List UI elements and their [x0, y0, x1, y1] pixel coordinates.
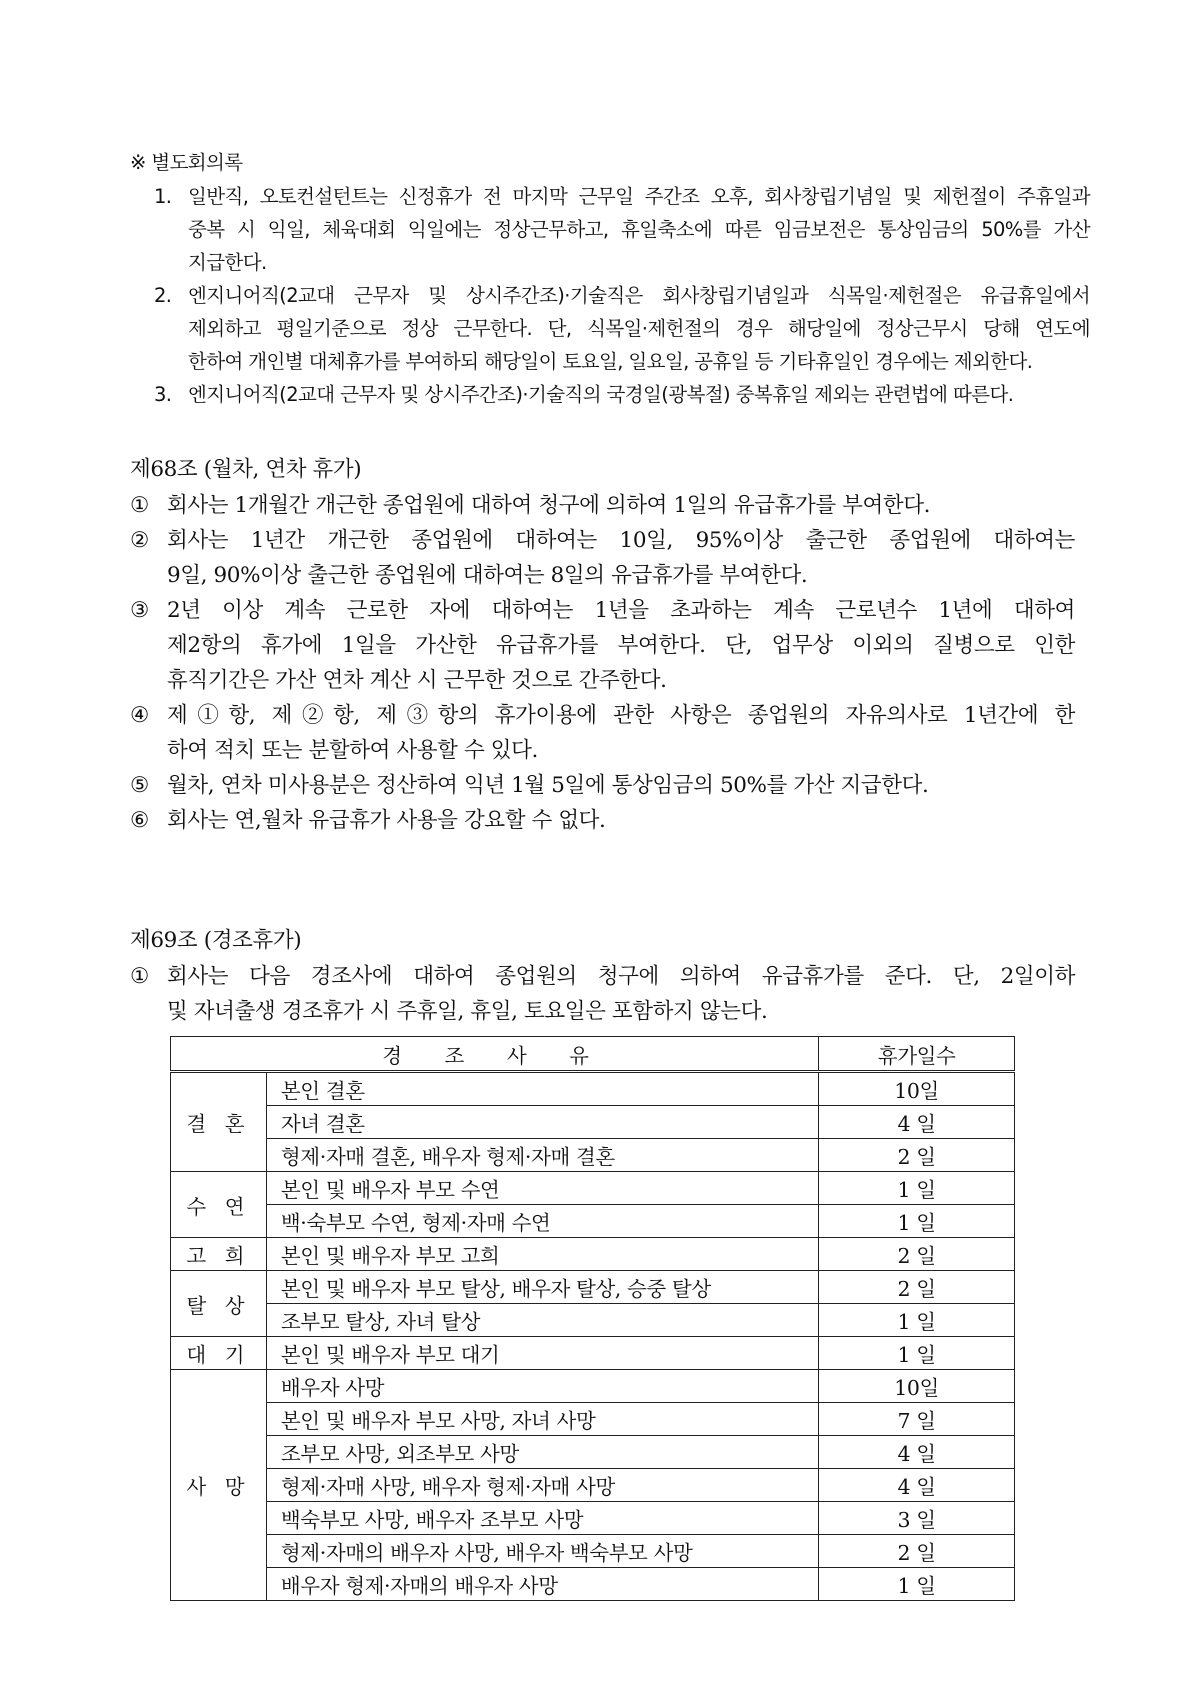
header-reason: 경 조 사 유: [171, 1037, 819, 1072]
days-cell: 1 일: [819, 1568, 1015, 1601]
clause-line: 월차, 연차 미사용분은 정산하여 익년 1월 5일에 통상임금의 50%를 가산 지급한다.: [167, 773, 929, 798]
reason-cell: 자녀 결혼: [266, 1106, 818, 1139]
table-header-row: [171, 1037, 1015, 1072]
table-row: [171, 1172, 1015, 1205]
table-row: [171, 1403, 1015, 1436]
reason-cell: 형제·자매 사망, 배우자 형제·자매 사망: [266, 1469, 818, 1502]
category-cell: 대 기: [171, 1337, 267, 1370]
days-cell: 1 일: [819, 1172, 1015, 1205]
clause-number: ③: [130, 598, 149, 623]
days-cell: 10일: [819, 1072, 1015, 1106]
table-row: [171, 1436, 1015, 1469]
separate-minutes: [130, 146, 1090, 411]
item-line: 엔지니어직(2교대 근무자 및 상시주간조)·기술직의 국경일(광복절) 중복휴일 제외는 관련법에 따른다.: [188, 383, 1014, 406]
reason-cell: 본인 및 배우자 부모 탈상, 배우자 탈상, 승중 탈상: [266, 1271, 818, 1304]
article-69: [130, 923, 1075, 1029]
days-cell: 4 일: [819, 1469, 1015, 1502]
table-row: [171, 1502, 1015, 1535]
item-line: 한하여 개인별 대체휴가를 부여하되 해당일이 토요일, 일요일, 공휴일 등 기타휴일인 경우에는 제외한다.: [188, 350, 1033, 373]
article-68: [130, 452, 1075, 838]
table-row: [171, 1205, 1015, 1238]
reason-cell: 본인 결혼: [266, 1072, 818, 1106]
table-row: [171, 1535, 1015, 1568]
clause-line: 2년 이상 계속 근로한 자에 대하여는 1년을 초과하는 계속 근로년수 1년에 대하여: [167, 598, 1075, 623]
clause: [130, 488, 1075, 523]
reason-cell: 배우자 사망: [266, 1370, 818, 1403]
table-row: [171, 1568, 1015, 1601]
item-number: 2.: [154, 284, 172, 307]
table-body: [171, 1072, 1015, 1601]
clause-number: ①: [130, 493, 149, 518]
table-row: [171, 1072, 1015, 1106]
minutes-item: [130, 180, 1090, 279]
days-cell: 1 일: [819, 1205, 1015, 1238]
clause-number: ④: [130, 703, 149, 728]
reason-cell: 형제·자매의 배우자 사망, 배우자 백숙부모 사망: [266, 1535, 818, 1568]
clause-line: 회사는 다음 경조사에 대하여 종업원의 청구에 의하여 유급휴가를 준다. 단, 2일이하: [167, 964, 1075, 989]
clause: [130, 698, 1075, 768]
article-title: 제69조 (경조휴가): [130, 928, 302, 953]
days-cell: 2 일: [819, 1238, 1015, 1271]
days-cell: 7 일: [819, 1403, 1015, 1436]
header-days: 휴가일수: [819, 1037, 1015, 1072]
category-cell: 고 희: [171, 1238, 267, 1271]
clause-number: ⑤: [130, 773, 149, 798]
days-cell: 2 일: [819, 1139, 1015, 1172]
reason-cell: 본인 및 배우자 부모 대기: [266, 1337, 818, 1370]
clause-number: ②: [130, 528, 149, 553]
days-cell: 1 일: [819, 1304, 1015, 1337]
clause-number: ①: [130, 964, 149, 989]
category-cell: 수 연: [171, 1172, 267, 1238]
days-cell: 3 일: [819, 1502, 1015, 1535]
reason-cell: 본인 및 배우자 부모 수연: [266, 1172, 818, 1205]
reason-cell: 조부모 탈상, 자녀 탈상: [266, 1304, 818, 1337]
clause-line: 회사는 1개월간 개근한 종업원에 대하여 청구에 의하여 1일의 유급휴가를 부여한다.: [167, 493, 931, 518]
clause: [130, 768, 1075, 803]
table-row: [171, 1337, 1015, 1370]
table-row: [171, 1271, 1015, 1304]
article-title: 제68조 (월차, 연차 휴가): [130, 457, 362, 482]
reason-cell: 본인 및 배우자 부모 고희: [266, 1238, 818, 1271]
days-cell: 2 일: [819, 1535, 1015, 1568]
item-line: 엔지니어직(2교대 근무자 및 상시주간조)·기술직은 회사창립기념일과 식목일·제헌절은 유급휴일에서: [188, 284, 1090, 307]
days-cell: 4 일: [819, 1106, 1015, 1139]
clause-line: 제2항의 휴가에 1일을 가산한 유급휴가를 부여한다. 단, 업무상 이외의 질병으로 인한: [167, 633, 1075, 658]
clause: [130, 593, 1075, 698]
clause: [130, 803, 1075, 838]
table-row: [171, 1304, 1015, 1337]
clause-line: 하여 적치 또는 분할하여 사용할 수 있다.: [167, 738, 538, 763]
clause: [130, 523, 1075, 593]
table-row: [171, 1370, 1015, 1403]
clause-line: 및 자녀출생 경조휴가 시 주휴일, 휴일, 토요일은 포함하지 않는다.: [167, 999, 768, 1024]
days-cell: 4 일: [819, 1436, 1015, 1469]
reason-cell: 본인 및 배우자 부모 사망, 자녀 사망: [266, 1403, 818, 1436]
clause-line: 9일, 90%이상 출근한 종업원에 대하여는 8일의 유급휴가를 부여한다.: [167, 563, 808, 588]
category-cell: 탈 상: [171, 1271, 267, 1337]
days-cell: 1 일: [819, 1337, 1015, 1370]
item-number: 3.: [154, 383, 172, 406]
table-row: [171, 1238, 1015, 1271]
reason-cell: 형제·자매 결혼, 배우자 형제·자매 결혼: [266, 1139, 818, 1172]
clause-line: 회사는 1년간 개근한 종업원에 대하여는 10일, 95%이상 출근한 종업원에 대하여는: [167, 528, 1075, 553]
reason-cell: 배우자 형제·자매의 배우자 사망: [266, 1568, 818, 1601]
clause-line: 휴직기간은 가산 연차 계산 시 근무한 것으로 간주한다.: [167, 668, 667, 693]
table-row: [171, 1469, 1015, 1502]
minutes-title: ※ 별도회의록: [130, 151, 243, 174]
item-line: 일반직, 오토컨설턴트는 신정휴가 전 마지막 근무일 주간조 오후, 회사창립기념일 및 제헌절이 주휴일과: [188, 185, 1090, 208]
clause-line: 회사는 연,월차 유급휴가 사용을 강요할 수 없다.: [167, 808, 606, 833]
reason-cell: 백·숙부모 수연, 형제·자매 수연: [266, 1205, 818, 1238]
clause: [130, 959, 1075, 1029]
reason-cell: 조부모 사망, 외조부모 사망: [266, 1436, 818, 1469]
item-number: 1.: [154, 185, 172, 208]
table-row: [171, 1139, 1015, 1172]
minutes-item: [130, 279, 1090, 378]
clause-number: ⑥: [130, 808, 149, 833]
table-row: [171, 1106, 1015, 1139]
category-cell: 사 망: [171, 1370, 267, 1601]
category-cell: 결 혼: [171, 1072, 267, 1172]
item-line: 중복 시 익일, 체육대회 익일에는 정상근무하고, 휴일축소에 따른 임금보전은 통상임금의 50%를 가산: [188, 218, 1090, 241]
reason-cell: 백숙부모 사망, 배우자 조부모 사망: [266, 1502, 818, 1535]
minutes-item: [130, 378, 1090, 411]
clause-line: 제①항, 제②항, 제③항의 휴가이용에 관한 사항은 종업원의 자유의사로 1년간에 한: [167, 703, 1075, 728]
leave-table: [170, 1036, 1015, 1601]
days-cell: 10일: [819, 1370, 1015, 1403]
item-line: 지급한다.: [188, 251, 267, 274]
days-cell: 2 일: [819, 1271, 1015, 1304]
item-line: 제외하고 평일기준으로 정상 근무한다. 단, 식목일·제헌절의 경우 해당일에 정상근무시 당해 연도에: [188, 317, 1090, 340]
